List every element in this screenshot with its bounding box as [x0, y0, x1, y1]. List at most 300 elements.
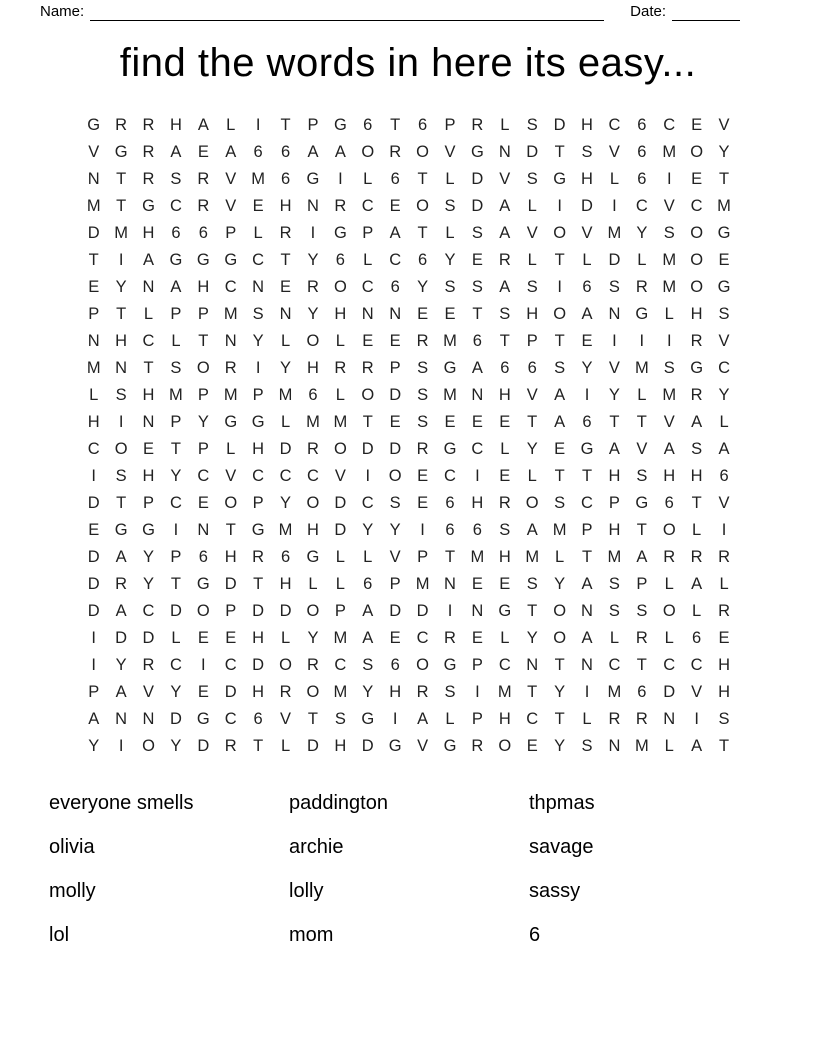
grid-cell: C	[416, 629, 429, 647]
grid-cell: A	[143, 251, 155, 269]
grid-cell: S	[115, 386, 127, 404]
grid-cell: O	[196, 602, 210, 620]
grid-cell: L	[363, 251, 373, 269]
grid-cell: L	[226, 116, 236, 134]
grid-cell: N	[581, 656, 593, 674]
grid-cell: D	[279, 440, 292, 458]
grid-cell: E	[691, 116, 703, 134]
grid-cell: H	[252, 629, 265, 647]
grid-cell: N	[252, 278, 265, 296]
grid-cell: T	[170, 575, 181, 593]
grid-cell: M	[717, 197, 731, 215]
grid-cell: G	[443, 359, 457, 377]
grid-cell: P	[389, 359, 401, 377]
grid-cell: H	[279, 197, 292, 215]
grid-cell: L	[609, 170, 620, 188]
word-search-grid	[80, 112, 738, 760]
grid-cell: S	[608, 278, 620, 296]
grid-cell: D	[553, 116, 566, 134]
grid-cell: M	[86, 197, 101, 215]
grid-cell: D	[87, 602, 100, 620]
grid-cell: G	[306, 548, 320, 566]
grid-cell: T	[554, 143, 565, 161]
grid-cell: H	[581, 170, 593, 188]
grid-cell: H	[334, 737, 347, 755]
grid-cell: M	[607, 224, 622, 242]
grid-cell: E	[499, 413, 511, 431]
grid-cell: T	[499, 332, 510, 350]
grid-cell: P	[197, 440, 209, 458]
grid-cell: O	[416, 143, 429, 161]
grid-cell: R	[608, 710, 621, 728]
grid-cell: P	[88, 683, 100, 701]
grid-cell: R	[197, 170, 210, 188]
grid-cell: R	[416, 332, 429, 350]
grid-cell: R	[306, 278, 319, 296]
grid-cell: E	[280, 278, 292, 296]
grid-cell: Y	[636, 224, 648, 242]
grid-cell: P	[526, 332, 538, 350]
grid-cell: N	[389, 305, 402, 323]
grid-cell: C	[690, 656, 703, 674]
grid-cell: G	[87, 116, 101, 134]
grid-cell: I	[420, 521, 425, 539]
grid-cell: S	[444, 683, 456, 701]
grid-cell: R	[690, 386, 703, 404]
grid-cell: P	[636, 575, 648, 593]
grid-cell: N	[608, 305, 621, 323]
grid-cell: O	[525, 494, 539, 512]
grid-cell: H	[690, 305, 703, 323]
grid-cell: E	[471, 629, 483, 647]
grid-cell: O	[142, 737, 155, 755]
grid-cell: T	[527, 413, 538, 431]
grid-cell: M	[169, 386, 183, 404]
grid-cell: O	[690, 278, 704, 296]
grid-cell: 6	[417, 116, 428, 134]
grid-cell: T	[116, 197, 127, 215]
grid-cell: S	[444, 197, 456, 215]
grid-cell: M	[114, 224, 128, 242]
grid-cell: M	[333, 629, 348, 647]
grid-cell: G	[142, 197, 155, 215]
grid-cell: G	[142, 521, 155, 539]
grid-cell: Y	[554, 683, 566, 701]
grid-cell: S	[526, 278, 538, 296]
grid-cell: T	[636, 521, 647, 539]
grid-cell: P	[252, 386, 264, 404]
grid-cell: L	[280, 629, 291, 647]
grid-cell: L	[445, 710, 455, 728]
grid-cell: E	[389, 332, 401, 350]
word-list-item: olivia	[49, 835, 95, 858]
grid-cell: I	[118, 251, 124, 269]
grid-cell: C	[169, 494, 182, 512]
grid-cell: 6	[390, 170, 400, 188]
grid-cell: R	[115, 575, 128, 593]
grid-cell: E	[581, 332, 593, 350]
grid-cell: T	[417, 224, 428, 242]
grid-cell: L	[582, 251, 592, 269]
grid-cell: T	[636, 413, 647, 431]
grid-cell: V	[444, 143, 456, 161]
grid-cell: T	[444, 548, 456, 566]
grid-cell: L	[527, 197, 537, 215]
grid-cell: L	[692, 521, 702, 539]
grid-cell: S	[417, 359, 429, 377]
grid-cell: L	[89, 386, 99, 404]
grid-cell: Y	[143, 548, 155, 566]
grid-cell: V	[581, 224, 593, 242]
grid-cell: Y	[170, 737, 182, 755]
grid-cell: I	[612, 332, 617, 350]
grid-cell: G	[306, 170, 320, 188]
grid-cell: Y	[307, 251, 319, 269]
grid-cell: H	[608, 467, 621, 485]
grid-cell: L	[280, 413, 291, 431]
grid-cell: 6	[363, 116, 373, 134]
grid-cell: H	[718, 656, 730, 674]
word-list-item: mom	[289, 923, 334, 946]
grid-cell: E	[252, 197, 264, 215]
grid-cell: N	[498, 143, 511, 161]
grid-cell: E	[691, 170, 703, 188]
grid-cell: N	[581, 602, 593, 620]
grid-cell: T	[116, 305, 127, 323]
grid-cell: 6	[445, 521, 455, 539]
grid-cell: N	[87, 332, 100, 350]
header	[40, 2, 740, 21]
grid-cell: Y	[115, 278, 127, 296]
grid-cell: 6	[664, 494, 674, 512]
grid-cell: E	[471, 575, 483, 593]
grid-cell: R	[471, 116, 484, 134]
grid-cell: O	[690, 224, 704, 242]
grid-cell: L	[582, 710, 592, 728]
grid-cell: N	[142, 278, 155, 296]
grid-cell: T	[307, 710, 318, 728]
grid-cell: L	[664, 575, 674, 593]
grid-cell: E	[88, 521, 100, 539]
grid-cell: A	[691, 737, 703, 755]
word-list-item: lolly	[289, 879, 324, 902]
grid-cell: E	[197, 494, 209, 512]
grid-cell: G	[333, 224, 347, 242]
grid-cell: C	[169, 656, 182, 674]
grid-cell: N	[526, 656, 539, 674]
grid-cell: S	[417, 413, 429, 431]
grid-cell: C	[252, 251, 265, 269]
grid-cell: G	[690, 359, 704, 377]
grid-cell: L	[335, 548, 345, 566]
grid-cell: V	[663, 197, 675, 215]
grid-cell: H	[718, 683, 730, 701]
grid-cell: C	[224, 278, 237, 296]
grid-cell: G	[251, 521, 265, 539]
grid-cell: S	[526, 116, 538, 134]
grid-cell: H	[142, 224, 155, 242]
grid-cell: L	[500, 629, 510, 647]
grid-cell: H	[581, 116, 593, 134]
grid-cell: S	[718, 305, 730, 323]
grid-cell: T	[719, 737, 730, 755]
grid-cell: Y	[307, 305, 319, 323]
grid-cell: S	[608, 602, 620, 620]
grid-cell: L	[527, 467, 537, 485]
grid-cell: E	[389, 197, 401, 215]
grid-cell: Y	[170, 683, 182, 701]
grid-cell: H	[471, 494, 484, 512]
grid-cell: A	[499, 224, 511, 242]
grid-cell: H	[169, 116, 182, 134]
grid-cell: P	[225, 602, 237, 620]
grid-cell: 6	[472, 521, 482, 539]
grid-cell: G	[196, 710, 210, 728]
grid-cell: 6	[280, 143, 291, 161]
grid-cell: I	[173, 521, 179, 539]
grid-cell: 6	[280, 548, 291, 566]
grid-cell: A	[554, 413, 566, 431]
grid-cell: O	[306, 683, 320, 701]
grid-cell: E	[389, 413, 401, 431]
grid-cell: T	[280, 251, 291, 269]
grid-cell: O	[333, 440, 347, 458]
grid-cell: L	[143, 305, 154, 323]
grid-cell: I	[91, 656, 96, 674]
grid-cell: D	[389, 440, 402, 458]
grid-cell: A	[718, 440, 730, 458]
grid-cell: G	[114, 143, 128, 161]
grid-cell: C	[334, 656, 347, 674]
grid-cell: C	[361, 278, 374, 296]
grid-cell: G	[169, 251, 183, 269]
grid-cell: 6	[637, 143, 647, 161]
grid-cell: H	[142, 386, 155, 404]
grid-cell: Y	[608, 386, 620, 404]
grid-cell: G	[333, 116, 347, 134]
grid-cell: I	[365, 467, 371, 485]
grid-cell: V	[526, 386, 538, 404]
grid-cell: Y	[581, 359, 593, 377]
grid-cell: S	[444, 278, 456, 296]
grid-cell: D	[471, 170, 484, 188]
grid-cell: T	[581, 548, 593, 566]
grid-cell: R	[279, 683, 292, 701]
grid-cell: O	[306, 332, 320, 350]
grid-cell: H	[279, 575, 292, 593]
grid-cell: C	[389, 251, 402, 269]
grid-cell: V	[389, 548, 401, 566]
grid-cell: N	[142, 710, 155, 728]
grid-cell: P	[170, 305, 182, 323]
grid-cell: P	[362, 224, 374, 242]
grid-cell: V	[608, 359, 620, 377]
grid-cell: L	[500, 116, 510, 134]
grid-cell: Y	[307, 629, 319, 647]
grid-cell: O	[114, 440, 128, 458]
grid-cell: Y	[115, 656, 127, 674]
grid-cell: Y	[444, 251, 456, 269]
grid-cell: S	[663, 224, 675, 242]
grid-cell: T	[581, 467, 593, 485]
grid-cell: A	[691, 413, 703, 431]
grid-cell: C	[142, 602, 155, 620]
grid-cell: O	[690, 143, 704, 161]
grid-cell: C	[581, 494, 593, 512]
grid-cell: I	[475, 683, 480, 701]
grid-cell: C	[169, 197, 182, 215]
grid-cell: Y	[88, 737, 100, 755]
grid-cell: O	[333, 278, 347, 296]
grid-cell: H	[224, 548, 237, 566]
grid-cell: N	[361, 305, 374, 323]
grid-cell: M	[223, 386, 238, 404]
grid-cell: L	[335, 332, 345, 350]
grid-cell: P	[389, 575, 401, 593]
grid-cell: V	[225, 170, 237, 188]
grid-cell: 6	[198, 548, 208, 566]
grid-cell: G	[251, 413, 265, 431]
grid-cell: R	[197, 197, 210, 215]
grid-cell: I	[666, 170, 672, 188]
grid-cell: A	[499, 197, 511, 215]
grid-cell: I	[338, 170, 343, 188]
grid-cell: A	[636, 548, 648, 566]
grid-cell: D	[87, 548, 100, 566]
grid-cell: T	[691, 494, 702, 512]
grid-cell: E	[718, 251, 730, 269]
grid-cell: R	[306, 656, 319, 674]
grid-cell: D	[197, 737, 210, 755]
grid-cell: Y	[362, 683, 374, 701]
grid-cell: G	[580, 440, 594, 458]
grid-cell: P	[143, 494, 155, 512]
grid-cell: 6	[582, 413, 592, 431]
grid-cell: Y	[143, 575, 155, 593]
grid-cell: 6	[692, 629, 702, 647]
grid-cell: S	[581, 737, 593, 755]
grid-cell: S	[334, 710, 346, 728]
grid-cell: N	[306, 197, 319, 215]
grid-cell: T	[719, 170, 730, 188]
grid-cell: L	[637, 251, 647, 269]
grid-cell: E	[88, 278, 100, 296]
grid-cell: S	[526, 575, 538, 593]
grid-cell: M	[223, 305, 238, 323]
grid-cell: T	[417, 170, 428, 188]
grid-cell: D	[361, 737, 374, 755]
word-list-item: 6	[529, 923, 541, 946]
grid-cell: I	[694, 710, 699, 728]
grid-cell: 6	[719, 467, 729, 485]
grid-cell: R	[334, 359, 347, 377]
grid-cell: C	[663, 116, 676, 134]
grid-cell: R	[635, 278, 648, 296]
grid-cell: O	[690, 251, 704, 269]
grid-cell: D	[87, 575, 100, 593]
grid-cell: A	[581, 305, 593, 323]
grid-cell: H	[389, 683, 402, 701]
grid-cell: H	[498, 710, 511, 728]
grid-cell: D	[87, 494, 100, 512]
grid-cell: C	[252, 467, 265, 485]
grid-cell: D	[361, 440, 374, 458]
grid-cell: V	[526, 224, 538, 242]
grid-cell: I	[91, 467, 96, 485]
grid-cell: D	[224, 575, 237, 593]
grid-cell: P	[197, 305, 209, 323]
grid-cell: V	[225, 467, 237, 485]
grid-cell: T	[636, 656, 647, 674]
grid-cell: T	[554, 656, 565, 674]
grid-cell: L	[253, 224, 263, 242]
name-label: Name:	[40, 3, 85, 20]
grid-cell: 6	[335, 251, 345, 269]
grid-cell: L	[171, 629, 181, 647]
grid-cell: L	[308, 575, 318, 593]
grid-cell: S	[471, 224, 483, 242]
grid-cell: C	[498, 656, 511, 674]
name-blank-line	[90, 3, 604, 21]
grid-cell: E	[417, 305, 429, 323]
grid-cell: G	[361, 710, 375, 728]
grid-cell: Y	[554, 737, 566, 755]
grid-cell: O	[553, 629, 567, 647]
grid-cell: S	[691, 440, 703, 458]
grid-cell: L	[171, 332, 181, 350]
grid-cell: M	[662, 278, 677, 296]
grid-cell: S	[636, 602, 648, 620]
grid-cell: I	[392, 710, 398, 728]
grid-cell: P	[608, 494, 620, 512]
grid-cell: A	[115, 602, 127, 620]
grid-cell: I	[557, 278, 562, 296]
grid-cell: S	[389, 494, 401, 512]
grid-cell: C	[635, 197, 648, 215]
grid-cell: M	[333, 413, 348, 431]
grid-cell: M	[662, 386, 677, 404]
grid-cell: P	[334, 602, 346, 620]
grid-cell: S	[554, 494, 566, 512]
grid-cell: M	[552, 521, 567, 539]
grid-cell: I	[118, 737, 124, 755]
grid-cell: D	[279, 602, 292, 620]
grid-cell: P	[88, 305, 100, 323]
grid-cell: R	[471, 737, 484, 755]
grid-cell: G	[635, 305, 649, 323]
grid-cell: A	[170, 143, 182, 161]
grid-cell: E	[444, 305, 456, 323]
grid-cell: I	[255, 359, 261, 377]
grid-cell: L	[500, 440, 510, 458]
grid-cell: S	[608, 575, 620, 593]
grid-cell: R	[718, 602, 730, 620]
grid-cell: E	[554, 440, 566, 458]
grid-cell: P	[417, 548, 429, 566]
grid-cell: C	[690, 197, 703, 215]
grid-cell: 6	[445, 494, 455, 512]
grid-cell: T	[554, 710, 565, 728]
grid-cell: M	[251, 170, 266, 188]
grid-cell: M	[443, 332, 457, 350]
worksheet-title: find the words in here its easy...	[119, 41, 697, 85]
grid-cell: L	[226, 440, 236, 458]
grid-cell: P	[581, 521, 593, 539]
grid-cell: P	[170, 548, 182, 566]
grid-cell: I	[584, 386, 590, 404]
word-list-item: archie	[289, 835, 344, 858]
grid-cell: L	[363, 170, 373, 188]
